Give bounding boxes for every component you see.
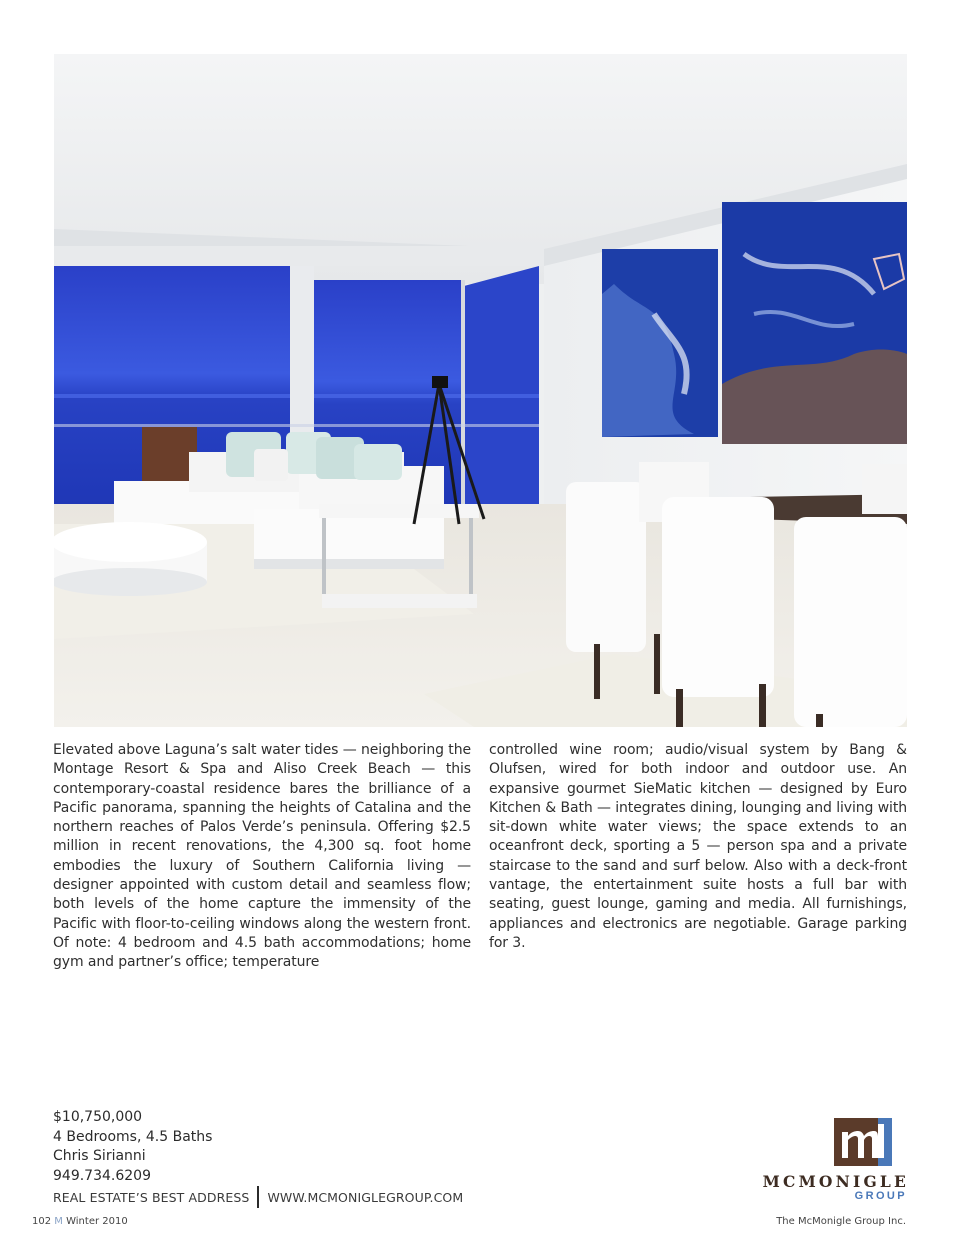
- listing-details: [53, 1108, 212, 1186]
- page-footer-left: [32, 1216, 128, 1227]
- listing-rooms: 4 Bedrooms, 4.5 Baths: [53, 1128, 213, 1145]
- website-link[interactable]: WWW.MCMONIGLEGROUP.COM: [267, 1189, 464, 1205]
- article-column-right: controlled wine room; audio/visual system by Bang & Olufsen, wired for both indoor and outdoor use. An expansive gourmet SieMatic kitchen — designed by Euro Kitchen & Bath — integrates dining, lounging and living with sit-down white water views; the space extends to an oceanfront deck, sporting a 5 — person spa and a private staircase to the sand and surf below. Also with a deck-front vantage, the entertainment suite hosts a full bar with seating, guest lounge, gaming and media. All furnishings, appliances and electronics are negotiable. Garage parking for 3.: [489, 742, 907, 951]
- page-number: 102: [32, 1216, 52, 1227]
- logo-subtitle: GROUP: [854, 1190, 907, 1202]
- listing-price: $10,750,000: [53, 1109, 143, 1125]
- tagline-bar: [53, 1186, 463, 1208]
- mcmonigle-logo: [757, 1118, 909, 1204]
- interior-photo: [54, 54, 907, 727]
- logo-wordmark: MCMONIGLE: [762, 1172, 909, 1191]
- footer-credit: The McMonigle Group Inc.: [776, 1216, 906, 1227]
- logo-mark-icon: [834, 1118, 892, 1166]
- listing-agent: Chris Sirianni: [53, 1148, 146, 1164]
- magazine-letter: M: [54, 1216, 63, 1227]
- listing-phone: 949.734.6209: [53, 1167, 151, 1184]
- issue-label: Winter 2010: [66, 1216, 128, 1227]
- tagline-divider: [257, 1186, 259, 1208]
- tagline-slogan: REAL ESTATE’S BEST ADDRESS: [53, 1189, 250, 1205]
- article-column-left: Elevated above Laguna’s salt water tides — neighboring the Montage Resort & Spa and Aliso Creek Beach — this contemporary-coastal residence bares the brilliance of a Pacific panorama, spanning the heights of Catalina and the northern reaches of Palos Verde’s peninsula. Offering $2.5 million in recent renovations, the 4,300 sq. foot home embodies the luxury of Southern California living — designer appointed with custom detail and seamless flow; both levels of the home capture the immensity of the Pacific with floor-to-ceiling windows along the western front. Of note: 4 bedroom and 4.5 bath accommodations; home gym and partner’s office; temperature: [53, 742, 471, 971]
